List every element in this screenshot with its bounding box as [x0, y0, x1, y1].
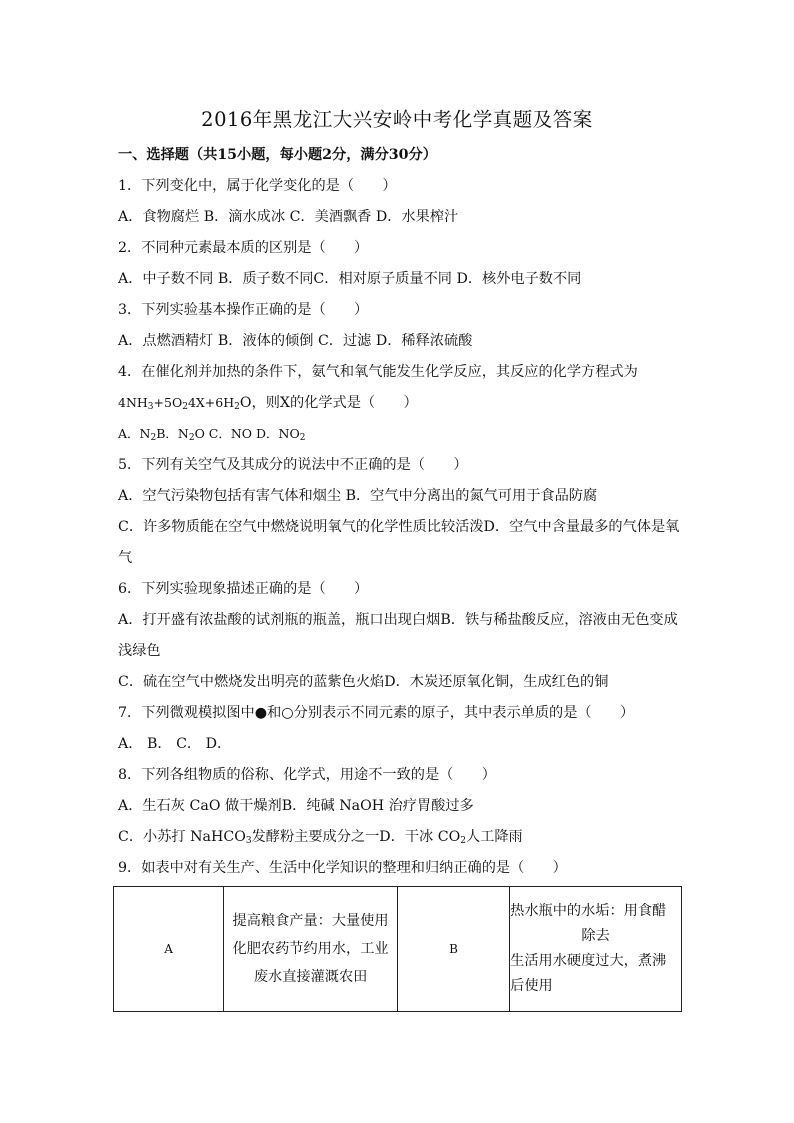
- question-2-options: A．中子数不同 B．质子数不同C．相对原子质量不同 D．核外电子数不同: [118, 271, 582, 287]
- question-5-options-2: C．许多物质能在空气中燃烧说明氧气的化学性质比较活泼D．空气中含量最多的气体是氧: [118, 519, 680, 535]
- question-1: 1．下列变化中，属于化学变化的是（ ）: [118, 178, 397, 194]
- table-cell-b-label: B: [397, 887, 509, 1012]
- question-8-options-1: A．生石灰 CaO 做干燥剂B．纯碱 NaOH 治疗胃酸过多: [118, 798, 474, 814]
- question-9-table: [113, 886, 682, 1012]
- cell-b-line: 热水瓶中的水垢：用食醋: [510, 903, 667, 919]
- document-title: 2016年黑龙江大兴安岭中考化学真题及答案: [201, 108, 593, 131]
- question-6-options-3: C．硫在空气中燃烧发出明亮的蓝紫色火焰D．木炭还原氧化铜，生成红色的铜: [118, 674, 609, 690]
- question-3: 3．下列实验基本操作正确的是（ ）: [118, 302, 369, 318]
- question-4-equation: $4NH_3+5O_24X+6H_2O$，则X的化学式是（ ）: [118, 395, 418, 412]
- cell-b-line: 生活用水硬度过大，煮沸: [510, 953, 667, 969]
- question-9: 9．如表中对有关生产、生活中化学知识的整理和归纳正确的是（ ）: [118, 860, 567, 876]
- cell-b-line: 后使用: [510, 978, 553, 994]
- cell-b-line: 除去: [581, 928, 610, 944]
- question-8-options-2: C．小苏打 NaHCO$_3$发酵粉主要成分之一D．干冰 $CO_2$人工降雨: [118, 829, 523, 846]
- table-row: [114, 887, 682, 1012]
- question-5-options-3: 气: [118, 550, 133, 566]
- cell-a-line: 提高粮食产量：大量使用: [232, 913, 389, 929]
- question-5: 5．下列有关空气及其成分的说法中不正确的是（ ）: [118, 457, 468, 473]
- question-5-options-1: A．空气污染物包括有害气体和烟尘 B．空气中分离出的氮气可用于食品防腐: [118, 488, 598, 504]
- question-8: 8．下列各组物质的俗称、化学式，用途不一致的是（ ）: [118, 767, 496, 783]
- section-header: 一、选择题（共15小题，每小题2分，满分30分）: [118, 147, 437, 163]
- question-6-options-2: 浅绿色: [118, 643, 161, 659]
- question-4: 4．在催化剂并加热的条件下，氨气和氧气能发生化学反应，其反应的化学方程式为: [118, 364, 638, 380]
- question-3-options: A．点燃酒精灯 B．液体的倾倒 C．过滤 D．稀释浓硫酸: [118, 333, 473, 349]
- cell-a-line: 废水直接灌溉农田: [253, 969, 368, 985]
- question-1-options: A．食物腐烂 B．滴水成冰 C．美酒飘香 D．水果榨汁: [118, 209, 459, 225]
- question-2: 2．不同种元素最本质的区别是（ ）: [118, 240, 369, 256]
- question-6: 6．下列实验现象描述正确的是（ ）: [118, 581, 369, 597]
- question-7: 7．下列微观模拟图中●和○分别表示不同元素的原子，其中表示单质的是（ ）: [118, 705, 635, 721]
- cell-a-line: 化肥农药节约用水，工业: [232, 941, 389, 957]
- table-cell-b-content: [510, 887, 682, 1012]
- table-cell-a-label: A: [114, 887, 224, 1012]
- question-4-options: A．$N_2B$．$N_2O$ C．NO D．$NO_2$: [118, 426, 306, 443]
- table-cell-a-content: [224, 887, 398, 1012]
- question-7-options: A． B． C． D．: [118, 736, 232, 752]
- question-6-options-1: A．打开盛有浓盐酸的试剂瓶的瓶盖，瓶口出现白烟B．铁与稀盐酸反应，溶液由无色变成: [118, 612, 678, 628]
